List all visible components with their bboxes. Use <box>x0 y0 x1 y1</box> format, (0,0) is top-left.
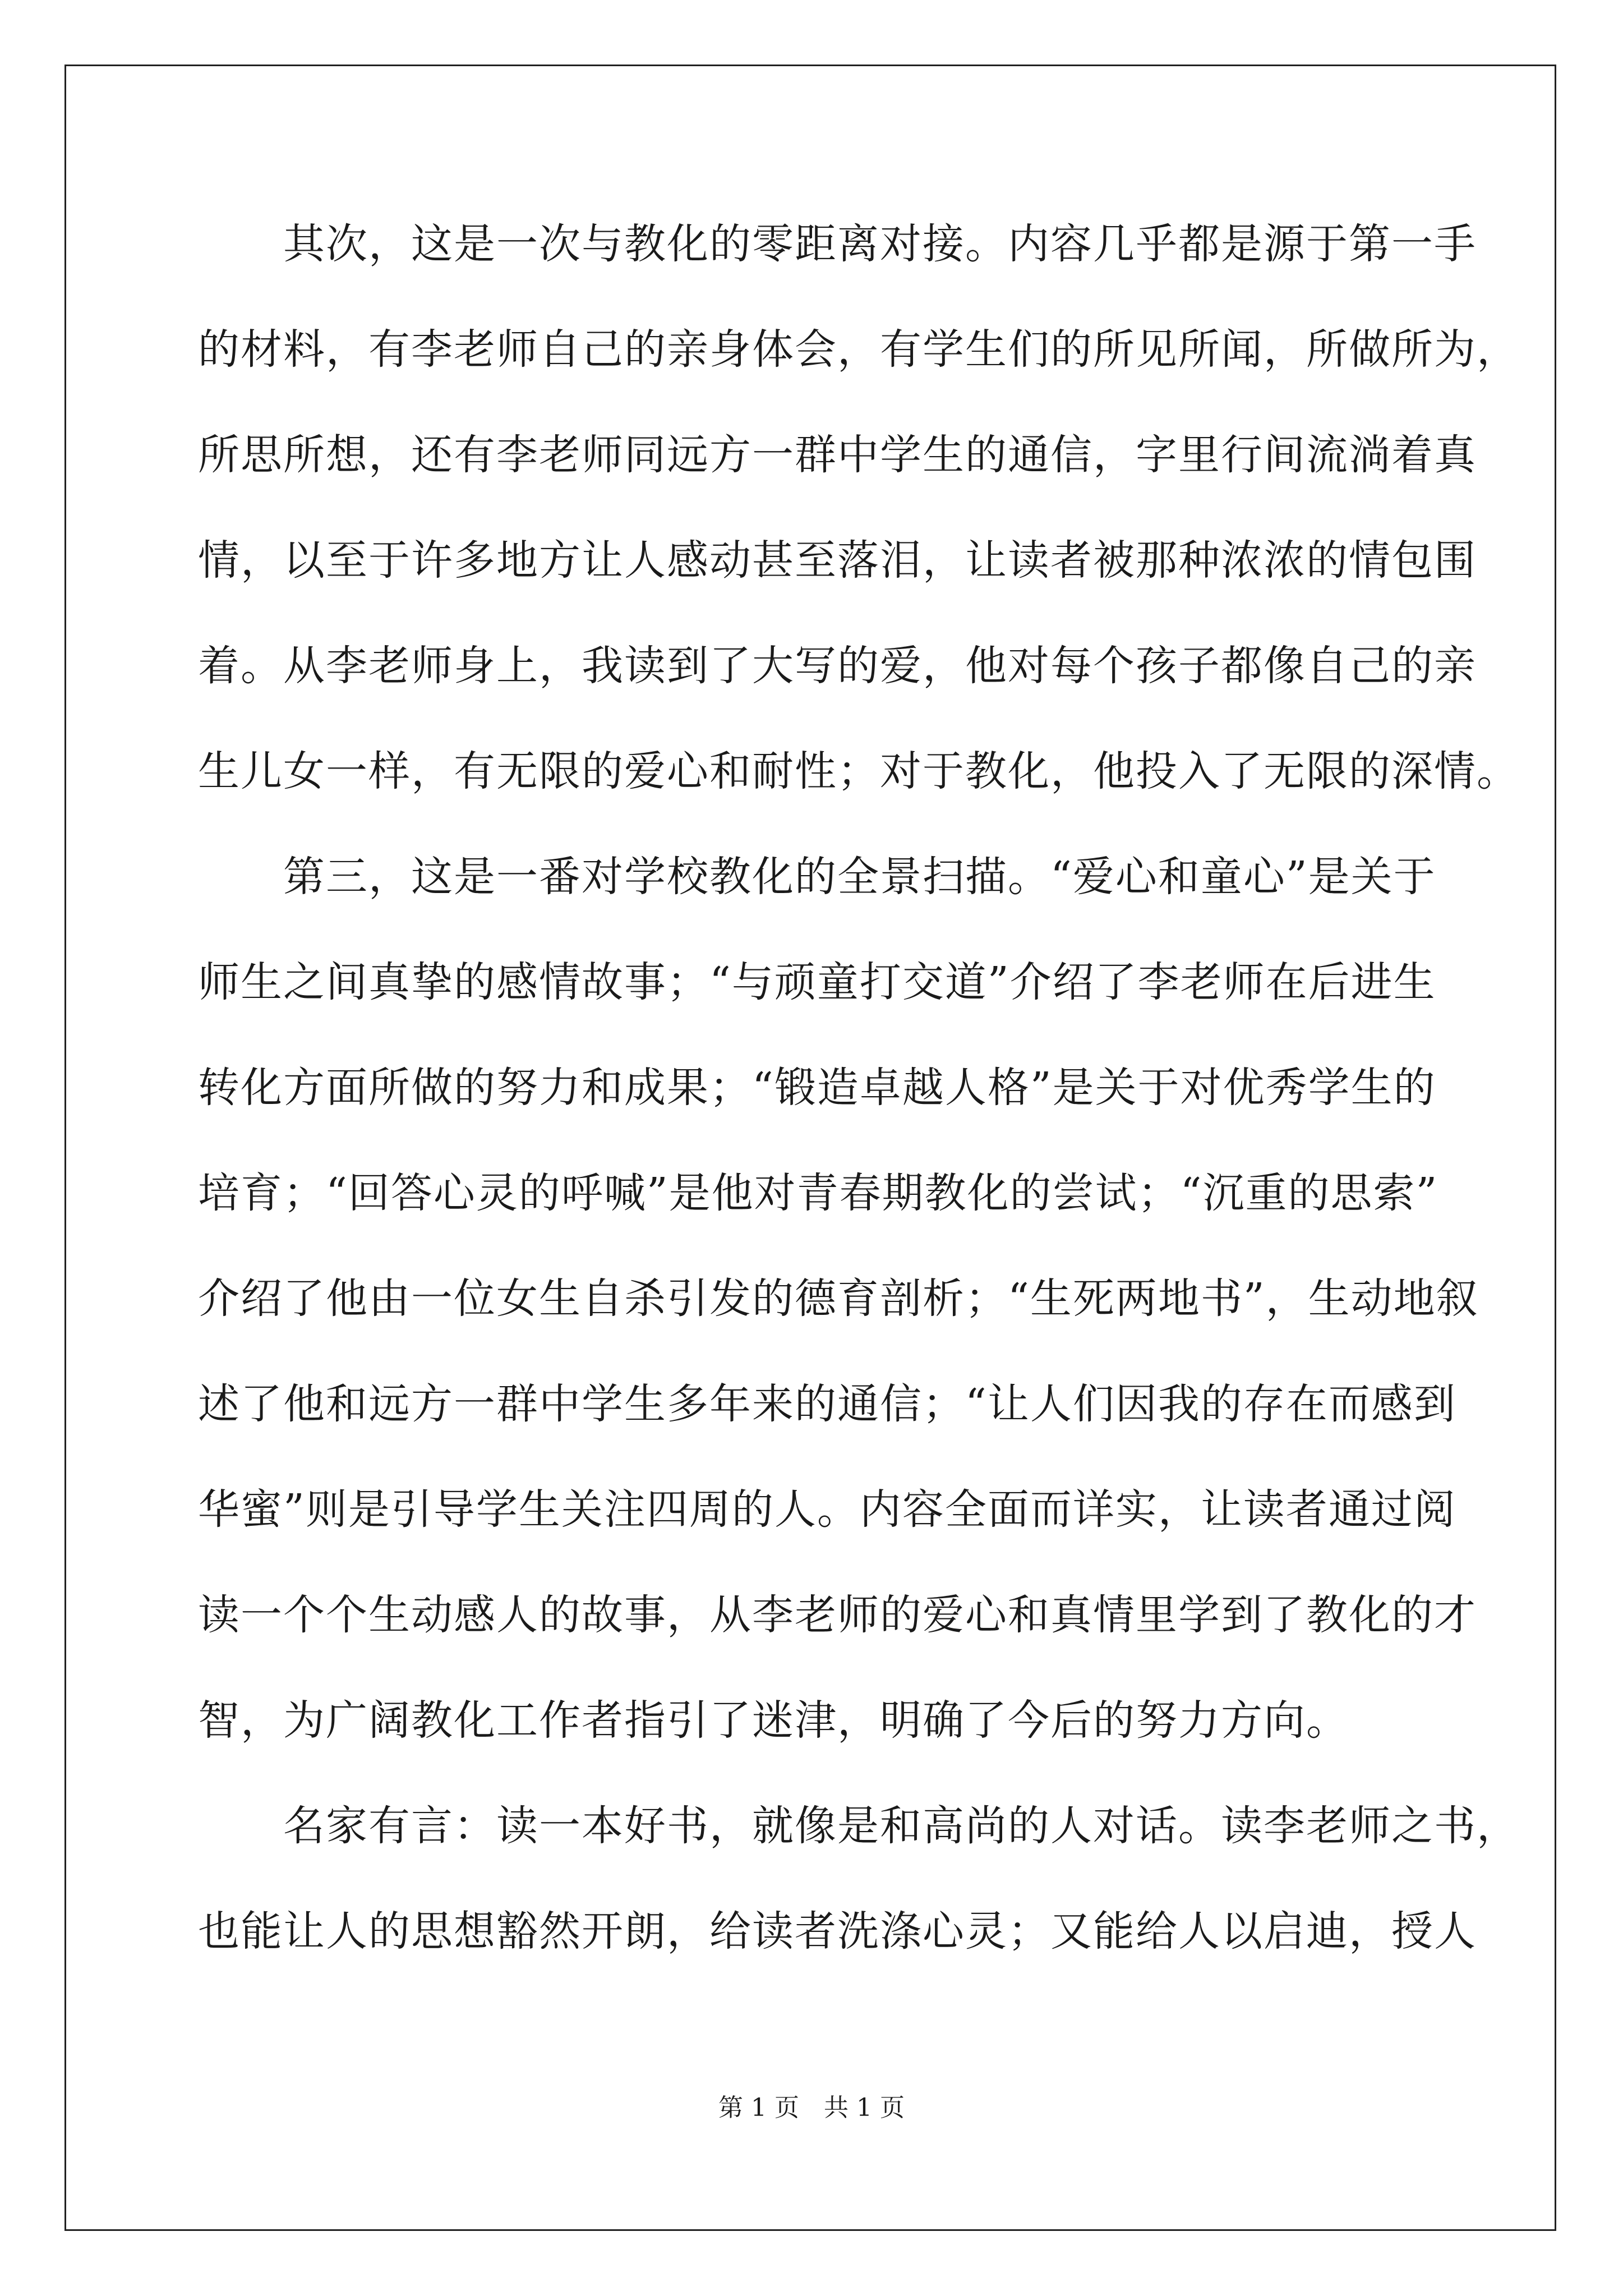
text-line: 华蜜”则是引导学生关注四周的人。内容全面而详实，让读者通过阅 <box>198 1485 1456 1534</box>
text-line: 也能让人的思想豁然开朗，给读者洗涤心灵；又能给人以启迪，授人 <box>198 1907 1477 1955</box>
text-line: 述了他和远方一群中学生多年来的通信；“让人们因我的存在而感到 <box>198 1380 1456 1428</box>
text-line: 第三，这是一番对学校教化的全景扫描。“爱心和童心”是关于 <box>283 853 1436 901</box>
text-line: 的材料，有李老师自己的亲身体会，有学生们的所见所闻，所做所为， <box>198 325 1519 374</box>
text-line: 师生之间真挚的感情故事；“与顽童打交道”介绍了李老师在后进生 <box>198 958 1436 1006</box>
page-footer: 第 1 页 共 1 页 <box>718 2093 905 2122</box>
text-line: 情，以至于许多地方让人感动甚至落泪，让读者被那种浓浓的情包围 <box>198 536 1477 585</box>
text-line: 着。从李老师身上，我读到了大写的爱，他对每个孩子都像自己的亲 <box>198 642 1477 690</box>
text-line: 介绍了他由一位女生自杀引发的德育剖析；“生死两地书”，生动地叙 <box>198 1274 1479 1323</box>
text-line: 智，为广阔教化工作者指引了迷津，明确了今后的努力方向。 <box>198 1696 1349 1745</box>
text-line: 生儿女一样，有无限的爱心和耐性；对于教化，他投入了无限的深情。 <box>198 747 1519 795</box>
text-line: 培育；“回答心灵的呼喊”是他对青春期教化的尝试；“沉重的思索” <box>198 1169 1438 1217</box>
text-line: 读一个个生动感人的故事，从李老师的爱心和真情里学到了教化的才 <box>198 1591 1477 1639</box>
text-line: 其次，这是一次与教化的零距离对接。内容几乎都是源于第一手 <box>283 220 1477 268</box>
text-line: 转化方面所做的努力和成果；“锻造卓越人格”是关于对优秀学生的 <box>198 1064 1436 1112</box>
text-line: 名家有言：读一本好书，就像是和高尚的人对话。读李老师之书， <box>283 1802 1519 1850</box>
text-line: 所思所想，还有李老师同远方一群中学生的通信，字里行间流淌着真 <box>198 431 1477 479</box>
